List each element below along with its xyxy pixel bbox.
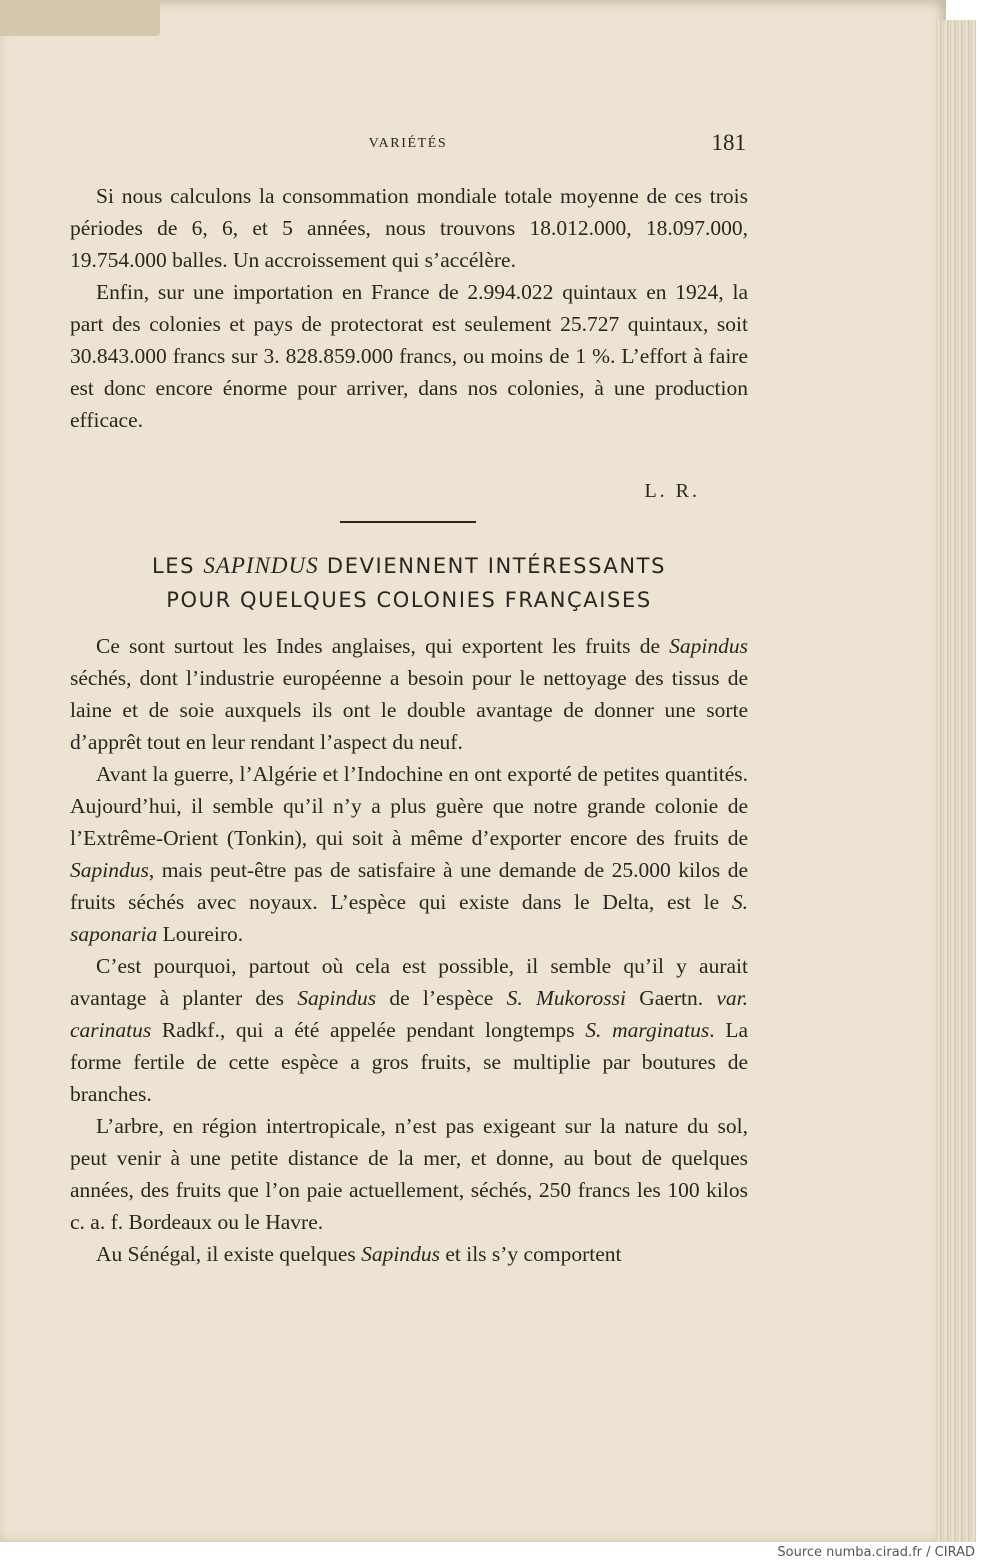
title-text: DEVIENNENT INTÉRESSANTS [318,554,667,578]
article-title-line-2: POUR QUELQUES COLONIES FRANÇAISES [166,588,652,612]
paragraph: Enfin, sur une importation en France de 2.994.022 quintaux en 1924, la part des colonies et pays de protectorat est seulement 25.727 quintaux, soit 30.843.000 francs sur 3. 828.859.000 francs, ou moins de 1 %. L’effort à faire est donc encore énorme pour arriver, dans nos colonies, à une production efficace. [70,280,748,432]
paragraph: C’est pourquoi, partout où cela est possible, il semble qu’il y aurait avantage à planter des Sapindus de l’espèce S. Mukorossi Gaertn. var. carinatus Radkf., qui a été appelée pendant longtemps S. marginatus. La forme fertile de cette espèce a gros fruits, se multiplie par boutures de branches. [70,954,748,1106]
source-credit: Source numba.cirad.fr / CIRAD [777,1545,975,1560]
running-header [70,130,746,158]
author-signature: L. R. [644,480,700,502]
page-edge [936,20,976,1542]
article-title-line-1 [70,553,748,579]
paragraph: Ce sont surtout les Indes anglaises, qui exportent les fruits de Sapindus séchés, dont l’industrie européenne a besoin pour le nettoyage des tissus de laine et de soie auxquels ils ont le double avantage de donner une sorte d’apprêt tout en leur rendant l’aspect du neuf. [70,634,748,754]
title-text: LES [151,554,204,578]
running-title: VARIÉTÉS [368,136,448,151]
paragraph: Au Sénégal, il existe quelques Sapindus et ils s’y comportent [96,1242,622,1266]
article-1-body [70,180,748,436]
article-2-body [70,630,748,1270]
paragraph: Si nous calculons la consommation mondiale totale moyenne de ces trois périodes de 6, 6, et 5 années, nous trouvons 18.012.000, 18.097.000, 19.754.000 balles. Un accroissement qui s’accélère. [70,184,748,272]
paragraph: L’arbre, en région intertropicale, n’est pas exigeant sur la nature du sol, peut venir à une petite distance de la mer, et donne, au bout de quelques années, des fruits que l’on paie actuellement, séchés, 250 francs les 100 kilos c. a. f. Bordeaux ou le Havre. [70,1114,748,1234]
page-number: 181 [711,130,746,155]
paragraph: Avant la guerre, l’Algérie et l’Indochine en ont exporté de petites quantités. Aujourd’hui, il semble qu’il n’y a plus guère que notre grande colonie de l’Extrême-Orient (Tonkin), qui soit à même d’exporter encore des fruits de Sapindus, mais peut-être pas de satisfaire à une demande de 25.000 kilos de fruits séchés avec noyaux. L’espèce qui existe dans le Delta, est le S. saponaria Loureiro. [70,762,748,946]
section-divider [340,521,476,523]
page-corner-tab [0,0,160,36]
title-italic: SAPINDUS [203,553,319,578]
